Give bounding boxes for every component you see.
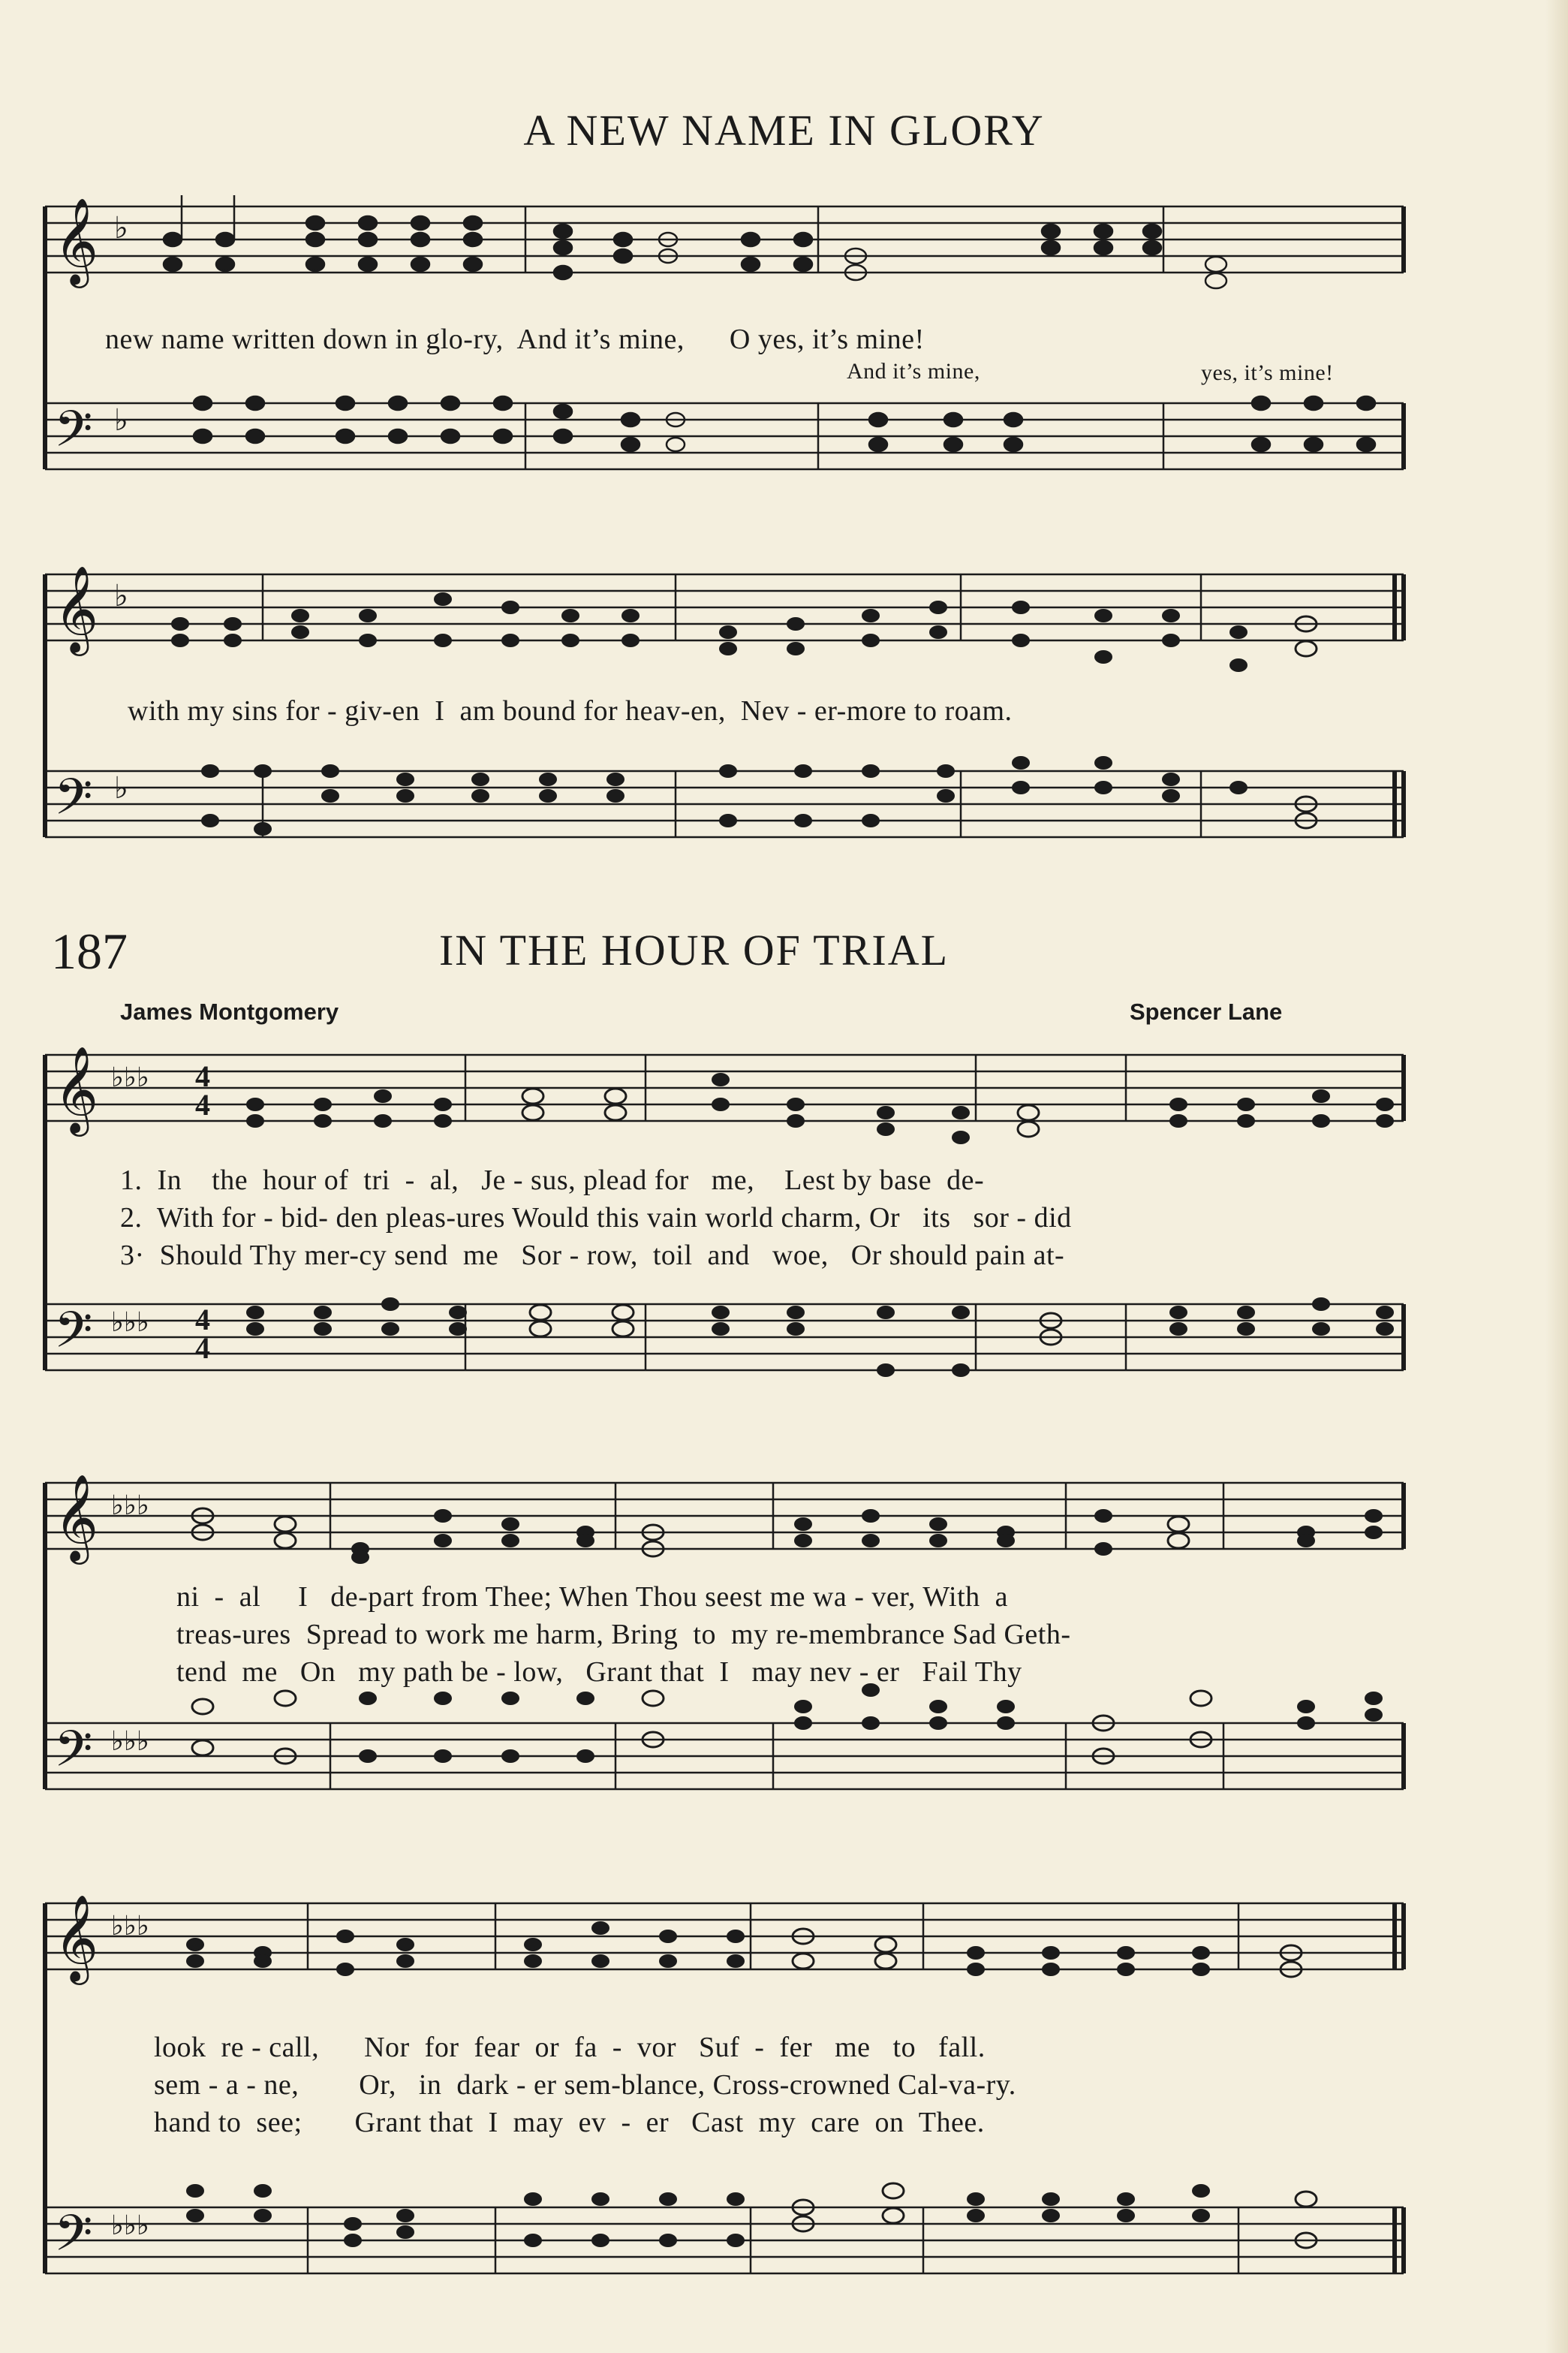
verse-1-lyric: look re - call, Nor for fear or fa - vor Suf - fer me to fall. [154, 2032, 986, 2063]
hymn-title: A NEW NAME IN GLORY [523, 106, 1045, 155]
page-edge [1545, 0, 1568, 2353]
svg-text:𝄢: 𝄢 [54, 1301, 93, 1371]
music-system [30, 1888, 1419, 2279]
svg-text:♭: ♭ [114, 771, 128, 805]
lyric-line: new name written down in glo-ry, And it’s mine, O yes, it’s mine! [105, 324, 925, 355]
svg-text:♭♭♭: ♭♭♭ [111, 1307, 149, 1337]
verse-2-lyric: treas-ures Spread to work me harm, Bring to my re-membrance Sad Geth- [176, 1619, 1071, 1650]
verse-3-lyric: tend me On my path be - low, Grant that I may nev - er Fail Thy [176, 1656, 1022, 1688]
composer-credit: Spencer Lane [1130, 999, 1283, 1025]
svg-text:4: 4 [195, 1331, 210, 1365]
svg-text:♭♭♭: ♭♭♭ [111, 2210, 149, 2240]
svg-text:♭: ♭ [114, 403, 128, 437]
svg-text:𝄞: 𝄞 [54, 197, 99, 285]
svg-text:𝄞: 𝄞 [54, 1045, 99, 1133]
verse-1-lyric: ni - al I de-part from Thee; When Thou seest me wa - ver, With a [176, 1581, 1009, 1613]
svg-text:𝄞: 𝄞 [54, 1894, 99, 1981]
echo-lyric: yes, it’s mine! [1201, 360, 1334, 385]
svg-text:𝄞: 𝄞 [54, 565, 99, 652]
svg-text:♭♭♭: ♭♭♭ [111, 1911, 149, 1941]
svg-text:𝄢: 𝄢 [54, 400, 93, 470]
lyric-line: with my sins for - giv-en I am bound for heav-en, Nev - er-more to roam. [128, 695, 1013, 727]
author-credit: James Montgomery [120, 999, 339, 1025]
hymn-title: IN THE HOUR OF TRIAL [438, 926, 950, 975]
music-system [30, 191, 1419, 529]
svg-text:𝄢: 𝄢 [54, 1720, 93, 1790]
verse-3-lyric: hand to see; Grant that I may ev - er Cast my care on Thee. [154, 2107, 985, 2138]
svg-text:♭♭♭: ♭♭♭ [111, 1490, 149, 1520]
svg-text:𝄢: 𝄢 [54, 2204, 93, 2274]
svg-text:♭: ♭ [114, 579, 128, 613]
svg-text:♭: ♭ [114, 211, 128, 245]
svg-text:4: 4 [195, 1303, 210, 1336]
svg-text:4: 4 [195, 1088, 210, 1122]
verse-2-lyric: sem - a - ne, Or, in dark - er sem-blance, Cross-crowned Cal-va-ry. [154, 2069, 1016, 2101]
svg-text:♭♭♭: ♭♭♭ [111, 1726, 149, 1756]
verse-1-lyric: 1. In the hour of tri - al, Je - sus, plead for me, Lest by base de- [120, 1164, 985, 1196]
svg-text:𝄢: 𝄢 [54, 768, 93, 838]
music-system [30, 1468, 1419, 1843]
echo-lyric: And it’s mine, [847, 359, 980, 384]
svg-text:𝄞: 𝄞 [54, 1473, 99, 1561]
music-system [30, 1040, 1419, 1445]
hymn-number: 187 [51, 923, 128, 980]
music-system [30, 559, 1419, 882]
svg-text:4: 4 [195, 1059, 210, 1093]
verse-2-lyric: 2. With for - bid- den pleas-ures Would this vain world charm, Or its sor - did [120, 1202, 1072, 1234]
svg-text:♭♭♭: ♭♭♭ [111, 1062, 149, 1092]
verse-3-lyric: 3· Should Thy mer-cy send me Sor - row, toil and woe, Or should pain at- [120, 1240, 1065, 1271]
